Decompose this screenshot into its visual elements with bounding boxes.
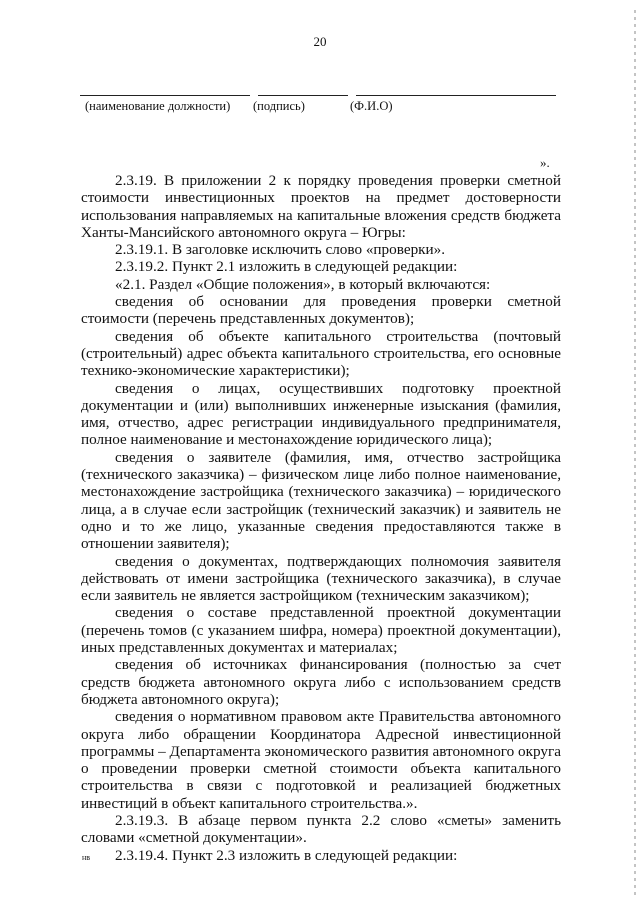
closing-quote: ». bbox=[540, 155, 550, 170]
position-line bbox=[80, 95, 250, 96]
paragraph: сведения о лицах, осуществивших подготовку проектной документации и (или) выполнивших инженерные изыскания (фамилия, имя, отчество, адрес регистрации индивидуального предпринимателя, полное наименование и местонахождение юридического лица); bbox=[81, 379, 561, 449]
footer-mark: нв bbox=[82, 853, 91, 862]
signature-line bbox=[258, 95, 348, 96]
paragraph: сведения о нормативном правовом акте Правительства автономного округа либо обращении Координатора Адресной инвестиционной программы – Департамента экономического развития автономного округа о проведении проверки сметной стоимости объекта капитального строительства в связи с подготовкой и реализацией бюджетных инвестиций в объект капитального строительства.». bbox=[81, 708, 561, 812]
paragraph: 2.3.19.2. Пункт 2.1 изложить в следующей редакции: bbox=[115, 258, 458, 276]
page-number: 20 bbox=[313, 34, 327, 49]
signature-label: (подпись) bbox=[253, 99, 305, 113]
document-body bbox=[81, 172, 561, 864]
paragraph: 2.3.19. В приложении 2 к порядку проведения проверки сметной стоимости инвестиционных проектов на предмет достоверности использования направляемых на капитальные вложения средств бюджета Ханты-Мансийского автономного округа – Югры: bbox=[81, 172, 561, 241]
position-label: (наименование должности) bbox=[85, 99, 231, 113]
paragraph: сведения об объекте капитального строительства (почтовый (строительный) адрес объекта капитального строительства, его основные технико-экономические характеристики); bbox=[81, 327, 561, 380]
paragraph: 2.3.19.1. В заголовке исключить слово «проверки». bbox=[115, 241, 446, 259]
paragraph: сведения о заявителе (фамилия, имя, отчество застройщика (технического заказчика) – физическом лице либо полное наименование, местонахождение застройщика (технического заказчика) – юридического лица, а в случае если застройщик (технический заказчик) и заявитель не одно и то же лицо, указанные сведения предоставляются также в отношении заявителя); bbox=[81, 448, 561, 553]
scan-edge bbox=[634, 10, 636, 895]
paragraph: 2.3.19.3. В абзаце первом пункта 2.2 слово «сметы» заменить словами «сметной документации». bbox=[81, 811, 561, 847]
name-line bbox=[356, 95, 556, 96]
paragraph: сведения о документах, подтверждающих полномочия заявителя действовать от имени застройщика (технического заказчика), в случае если заявитель не является застройщиком (техническим заказчиком); bbox=[81, 552, 561, 605]
name-label: (Ф.И.О) bbox=[350, 99, 393, 113]
paragraph: сведения о составе представленной проектной документации (перечень томов (с указанием шифра, номера) проектной документации), иных представленных документах и материалах; bbox=[81, 604, 561, 657]
paragraph: 2.3.19.4. Пункт 2.3 изложить в следующей редакции: bbox=[115, 846, 458, 864]
paragraph: «2.1. Раздел «Общие положения», в который включаются: bbox=[115, 275, 491, 293]
paragraph: сведения об источниках финансирования (полностью за счет средств бюджета автономного округа либо с использованием средств бюджета автономного округа); bbox=[81, 656, 561, 708]
paragraph: сведения об основании для проведения проверки сметной стоимости (перечень представленных документов); bbox=[81, 293, 561, 328]
